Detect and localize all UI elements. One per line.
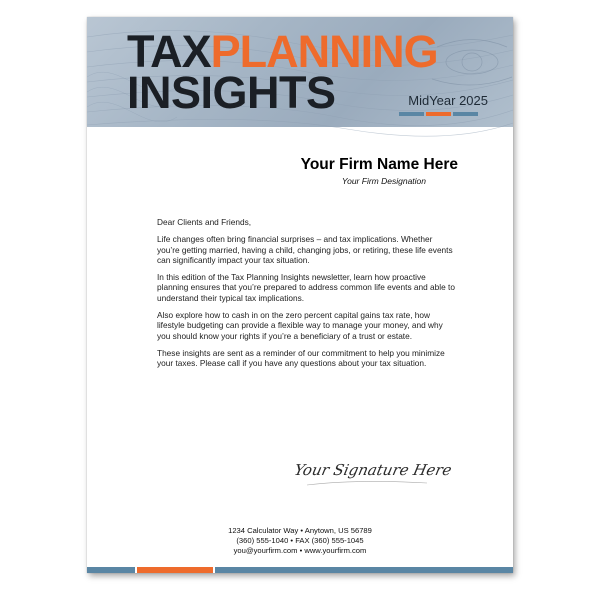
masthead (87, 17, 513, 127)
title-word-insights: INSIGHTS (127, 67, 336, 118)
footer-accent-bar (87, 567, 513, 573)
newsletter-page (87, 17, 513, 573)
signature-text: Your Signature Here (292, 461, 454, 479)
title-word-tax: TAX (127, 26, 211, 77)
letter-paragraph: These insights are sent as a reminder of our commitment to help you minimize your taxes. Please call if you have any questions about your tax situation. (157, 347, 445, 369)
firm-designation: Your Firm Designation (341, 176, 426, 186)
letter-paragraph: Also explore how to cash in on the zero percent capital gains tax rate, how lifestyle budgeting can provide a flexible way to manage your money, and why you should know your rights if you’re a beneficiary of a trust or estate. (157, 310, 443, 341)
letter-body (157, 217, 457, 376)
letter-paragraph: Life changes often bring financial surprises – and tax implications. Whether you’re getting married, having a child, changing jobs, or retiring, these life events can significantly impact your tax situation. (157, 234, 453, 265)
letter-greeting: Dear Clients and Friends, (157, 217, 252, 227)
signature (292, 449, 454, 489)
firm-name: Your Firm Name Here (300, 156, 458, 173)
email-web-line: you@yourfirm.com • www.yourfirm.com (233, 546, 367, 555)
address-line: 1234 Calculator Way • Anytown, US 56789 (228, 526, 372, 535)
title-word-planning: PLANNING (210, 26, 438, 77)
phone-fax-line: (360) 555-1040 • FAX (360) 555-1045 (236, 536, 364, 545)
edition-label: MidYear 2025 (408, 93, 488, 108)
firm-contact-info (87, 526, 513, 556)
letter-paragraph: In this edition of the Tax Planning Insights newsletter, learn how proactive planning ensures that you’re prepared to address common life events and able to understand their typical tax implications. (157, 272, 455, 303)
